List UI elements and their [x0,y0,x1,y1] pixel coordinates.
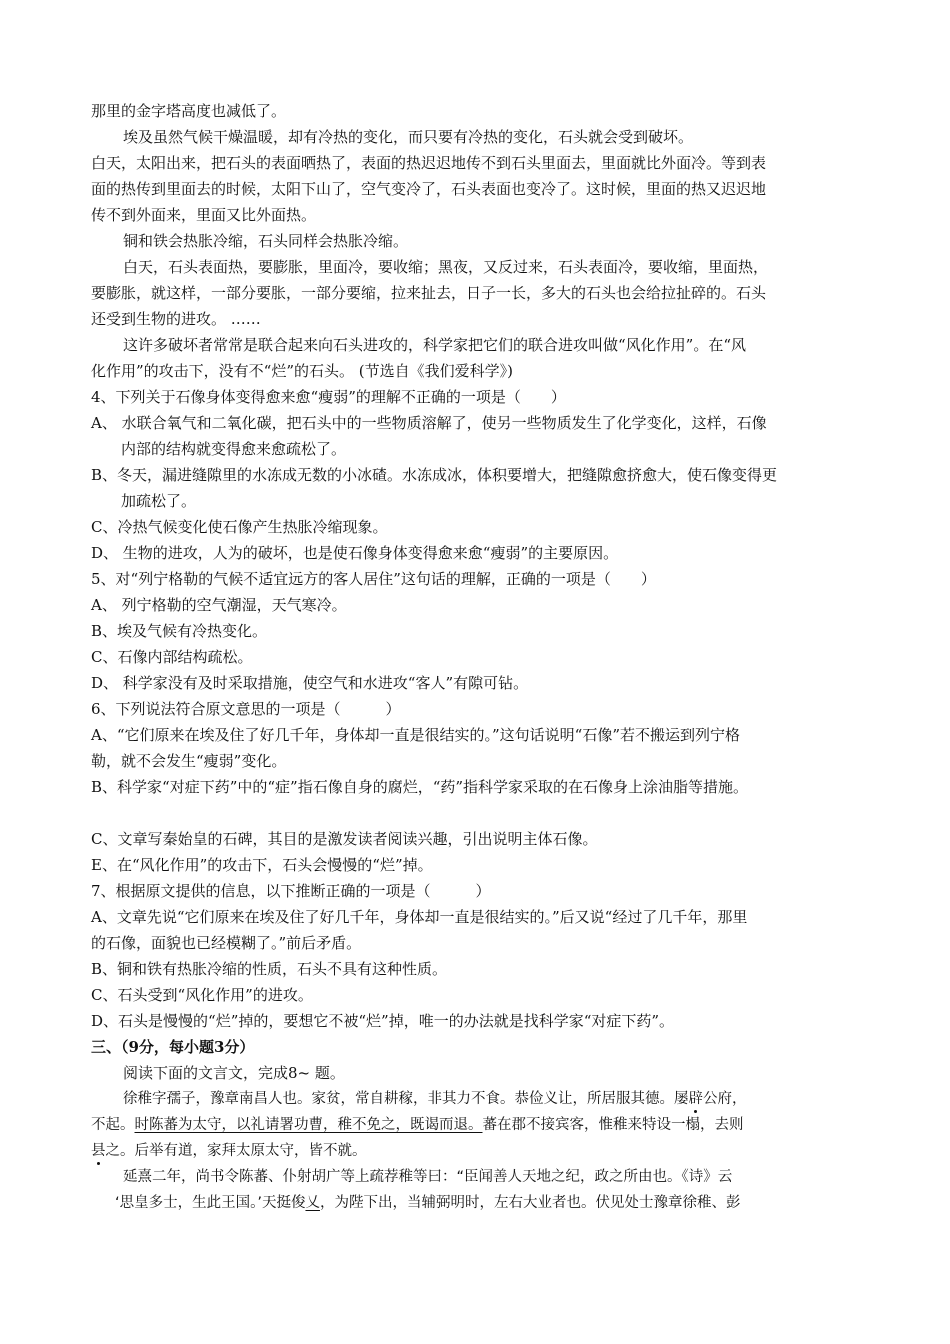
classical-text: 徐稚字孺子，豫章南昌人也。家贫，常自耕稼，非其力不食。恭俭义让，所居服其德。屡 [123,1091,689,1107]
classical-text: 之。后举有道，家拜太原太守，皆不就。 [105,1143,367,1159]
classical-text: 蕃在郡不接宾客，惟稚来特设一榻，去则 [482,1117,744,1133]
question-4-option-c: C、冷热气候变化使石像产生热胀冷缩现象。 [91,518,388,536]
emphasis-dot-char: 县 [91,1143,106,1159]
question-5-option-d: D、 科学家没有及时采取措施，使空气和水进攻“客人”有隙可钻。 [91,674,529,692]
question-7-stem: 7、根据原文提供的信息，以下推断正确的一项是（ ） [91,882,491,900]
question-5-option-a: A、 列宁格勒的空气潮湿，天气寒冷。 [91,596,347,614]
classical-line [91,1138,871,1164]
question-6-option-a: A、“它们原来在埃及住了好几千年，身体却一直是很结实的。”这句话说明“石像”若不搬运到列宁格 [91,726,741,744]
question-6-option-b: B、科学家“对症下药”中的“症”指石像自身的腐烂，“药”指科学家采取的在石像身上涂油脂等措施。 [91,778,749,796]
classical-line [91,1086,871,1112]
section-instructions: 阅读下面的文言文，完成8~ 题。 [123,1064,345,1082]
classical-line [91,1112,871,1138]
passage-line: 化作用”的攻击下，没有不“烂”的石头。 (节选自《我们爱科学》) [91,362,513,380]
classical-text: ，为陛下出，当辅弼明时，左右大业者也。伏见处士豫章徐稚、彭 [319,1195,741,1211]
question-7-option-a: A、文章先说“它们原来在埃及住了好几千年，身体却一直是很结实的。”后又说“经过了几千年，那里 [91,908,748,926]
passage-line: 白天，太阳出来，把石头的表面晒热了，表面的热迟迟地传不到石头里面去，里面就比外面冷。等到表 [91,154,767,172]
question-7-option-a-cont: 的石像，面貌也已经模糊了。”前后矛盾。 [91,934,362,952]
question-7-option-c: C、石头受到“风化作用”的进攻。 [91,986,313,1004]
question-4-option-d: D、 生物的进攻，人为的破坏，也是使石像身体变得愈来愈“瘦弱”的主要原因。 [91,544,619,562]
passage-line: 那里的金字塔高度也减低了。 [91,102,287,120]
passage-line: 要膨胀，就这样，一部分要胀，一部分要缩，拉来扯去，日子一长，多大的石头也会给拉扯碎的。石头 [91,284,767,302]
classical-line [91,1190,871,1216]
question-7-option-b: B、铜和铁有热胀冷缩的性质，石头不具有这种性质。 [91,960,448,978]
question-5-option-b: B、埃及气候有冷热变化。 [91,622,268,640]
passage-line: 面的热传到里面去的时候，太阳下山了，空气变冷了，石头表面也变冷了。这时候，里面的热又迟迟地 [91,180,767,198]
passage-line: 埃及虽然气候干燥温暖，却有冷热的变化，而只要有冷热的变化，石头就会受到破坏。 [123,128,694,146]
question-5-stem: 5、对“列宁格勒的气候不适宜远方的客人居住”这句话的理解，正确的一项是（ ） [91,570,656,588]
passage-line: 还受到生物的进攻。 …… [91,310,261,328]
question-4-option-a-cont: 内部的结构就变得愈来愈疏松了。 [121,440,347,458]
emphasis-dot-char: 辟 [688,1091,703,1107]
classical-line: 延熹二年，尚书令陈蕃、仆射胡广等上疏荐稚等曰：“臣闻善人天地之纪，政之所由也。《诗》云 [123,1169,733,1185]
question-4-option-b-cont: 加疏松了。 [121,492,197,510]
section-heading: 三、（9分，每小题3分） [91,1038,255,1056]
question-7-option-d: D、石头是慢慢的“烂”掉的，要想它不被“烂”掉，唯一的办法就是找科学家“对症下药”。 [91,1012,675,1030]
classical-text: 公府， [703,1091,747,1107]
passage-line: 这许多破坏者常常是联合起来向石头进攻的，科学家把它们的联合进攻叫做“风化作用”。在“风 [123,336,747,354]
classical-text: ‘思皇多士，生此王国。’天挺俊 [115,1195,306,1211]
question-6-stem: 6、下列说法符合原文意思的一项是（ ） [91,700,401,718]
question-4-stem: 4、下列关于石像身体变得愈来愈“瘦弱”的理解不正确的一项是（ ） [91,388,566,406]
question-6-option-c: C、文章写秦始皇的石碑，其目的是激发读者阅读兴趣，引出说明主体石像。 [91,830,598,848]
question-5-option-c: C、石像内部结构疏松。 [91,648,253,666]
passage-line: 传不到外面来，里面又比外面热。 [91,206,317,224]
marked-char: 乂 [305,1195,320,1211]
blank-line [91,800,871,826]
classical-text: 不起。 [91,1117,135,1133]
exam-page [91,98,871,1216]
passage-line: 白天，石头表面热，要膨胀，里面冷，要收缩；黑夜，又反过来，石头表面冷，要收缩，里面热， [123,258,769,276]
underlined-sentence: 时陈蕃为太守，以礼请署功曹，稚不免之，既谒而退。 [134,1117,483,1133]
passage-line: 铜和铁会热胀冷缩，石头同样会热胀冷缩。 [123,232,409,250]
question-6-option-e: E、在“风化作用”的攻击下，石头会慢慢的“烂”掉。 [91,856,433,874]
question-4-option-a: A、 水联合氧气和二氧化碳，把石头中的一些物质溶解了，使另一些物质发生了化学变化，这样，石像 [91,414,767,432]
question-4-option-b: B、冬天，漏进缝隙里的水冻成无数的小冰碴。水冻成冰，体积要增大，把缝隙愈挤愈大，使石像变得更 [91,466,778,484]
question-6-option-a-cont: 勒，就不会发生“瘦弱”变化。 [91,752,287,770]
